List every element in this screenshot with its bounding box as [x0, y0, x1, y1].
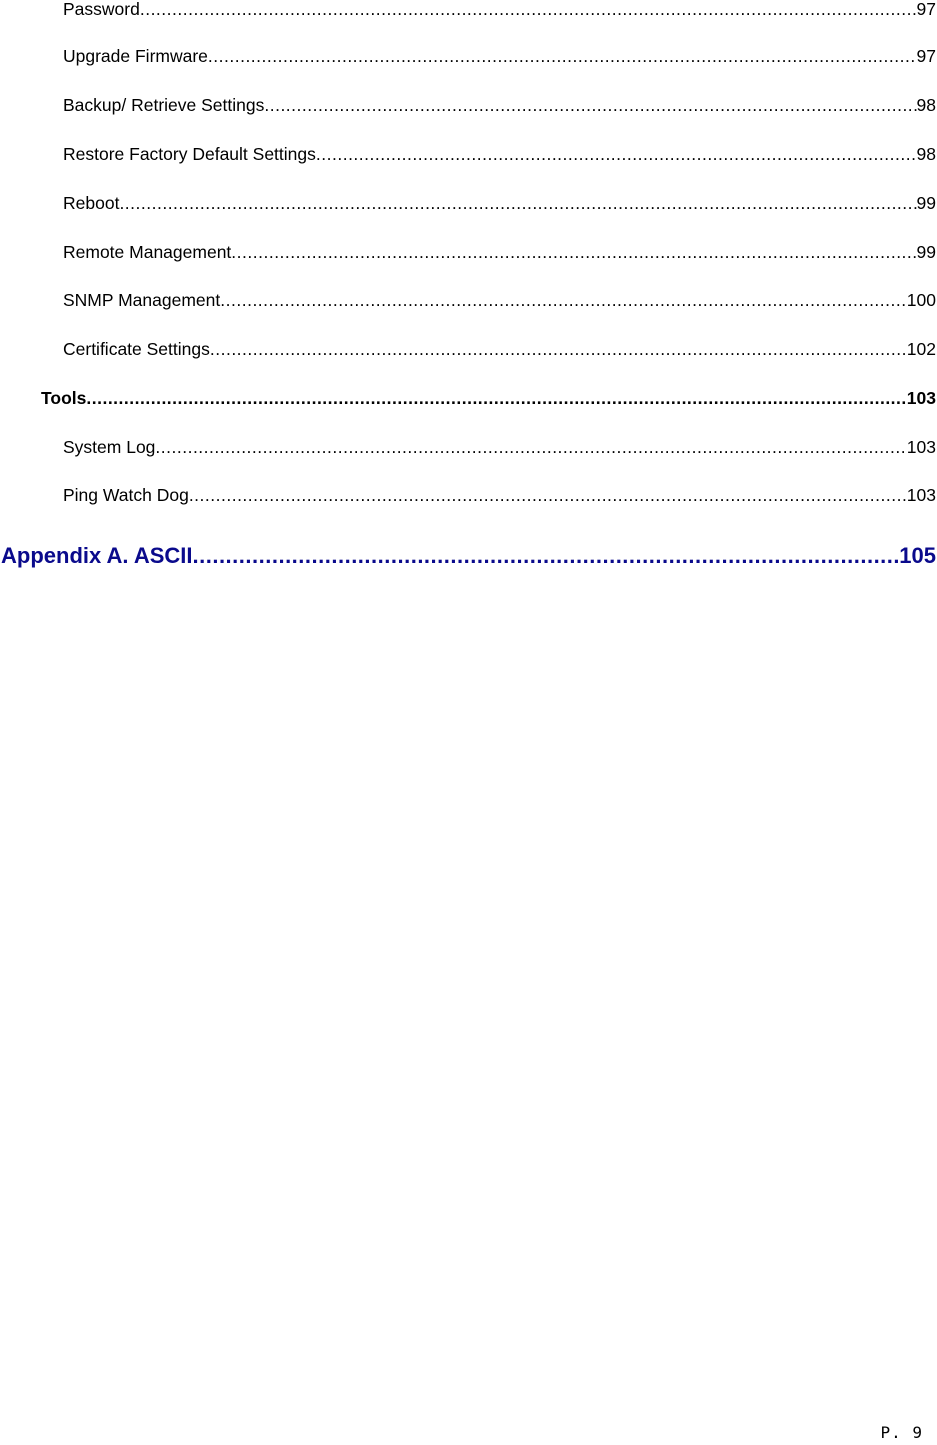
toc-entry-label: Restore Factory Default Settings	[63, 144, 316, 164]
toc-entry-label: Ping Watch Dog	[63, 485, 189, 505]
toc-entry-page: 98	[916, 144, 936, 164]
toc-entry-page: 103	[906, 485, 936, 505]
toc-entry-certificate-settings[interactable]	[0, 336, 937, 362]
toc-entry-password[interactable]	[0, 0, 937, 22]
toc-entry-label: SNMP Management	[63, 290, 221, 310]
toc-leader-dots	[231, 239, 916, 265]
toc-leader-dots	[189, 482, 907, 508]
toc-entry-remote-management[interactable]	[0, 239, 937, 265]
toc-leader-dots	[210, 336, 907, 362]
toc-leader-dots	[140, 0, 917, 22]
toc-entry-label: Reboot	[63, 193, 120, 213]
toc-entry-label: Remote Management	[63, 242, 232, 262]
toc-entry-page: 97	[916, 0, 936, 19]
toc-entry-page: 99	[916, 242, 936, 262]
toc-entry-page: 102	[906, 339, 936, 359]
toc-entry-tools[interactable]	[0, 385, 937, 411]
toc-entry-restore-factory-default[interactable]	[0, 141, 937, 167]
toc-entry-label: Password	[63, 0, 140, 19]
toc-leader-dots	[119, 190, 916, 216]
toc-leader-dots	[86, 385, 906, 411]
toc-entry-ping-watch-dog[interactable]	[0, 482, 937, 508]
toc-entry-page: 97	[916, 46, 936, 66]
toc-leader-dots	[220, 287, 907, 313]
toc-entry-appendix-a-ascii[interactable]	[0, 540, 937, 572]
toc-entry-page: 99	[916, 193, 936, 213]
toc-entry-page: 98	[916, 95, 936, 115]
toc-entry-label: Tools	[41, 388, 87, 408]
toc-entry-label: Certificate Settings	[63, 339, 210, 359]
toc-entry-page: 105	[899, 543, 936, 568]
toc-entry-page: 100	[906, 290, 936, 310]
toc-leader-dots	[208, 43, 917, 69]
toc-leader-dots	[193, 540, 900, 572]
toc-entry-label: System Log	[63, 437, 156, 457]
toc-entry-page: 103	[906, 388, 936, 408]
toc-entry-label: Appendix A. ASCII	[1, 543, 193, 568]
toc-entry-backup-retrieve-settings[interactable]	[0, 92, 937, 118]
toc-entry-reboot[interactable]	[0, 190, 937, 216]
toc-entry-label: Backup/ Retrieve Settings	[63, 95, 265, 115]
toc-entry-system-log[interactable]	[0, 434, 937, 460]
toc-entry-upgrade-firmware[interactable]	[0, 43, 937, 69]
toc-leader-dots	[264, 92, 916, 118]
page-number: P. 9	[880, 1423, 923, 1442]
toc-entry-label: Upgrade Firmware	[63, 46, 208, 66]
toc-entry-page: 103	[906, 437, 936, 457]
toc-leader-dots	[155, 434, 906, 460]
toc-leader-dots	[316, 141, 917, 167]
toc-entry-snmp-management[interactable]	[0, 287, 937, 313]
